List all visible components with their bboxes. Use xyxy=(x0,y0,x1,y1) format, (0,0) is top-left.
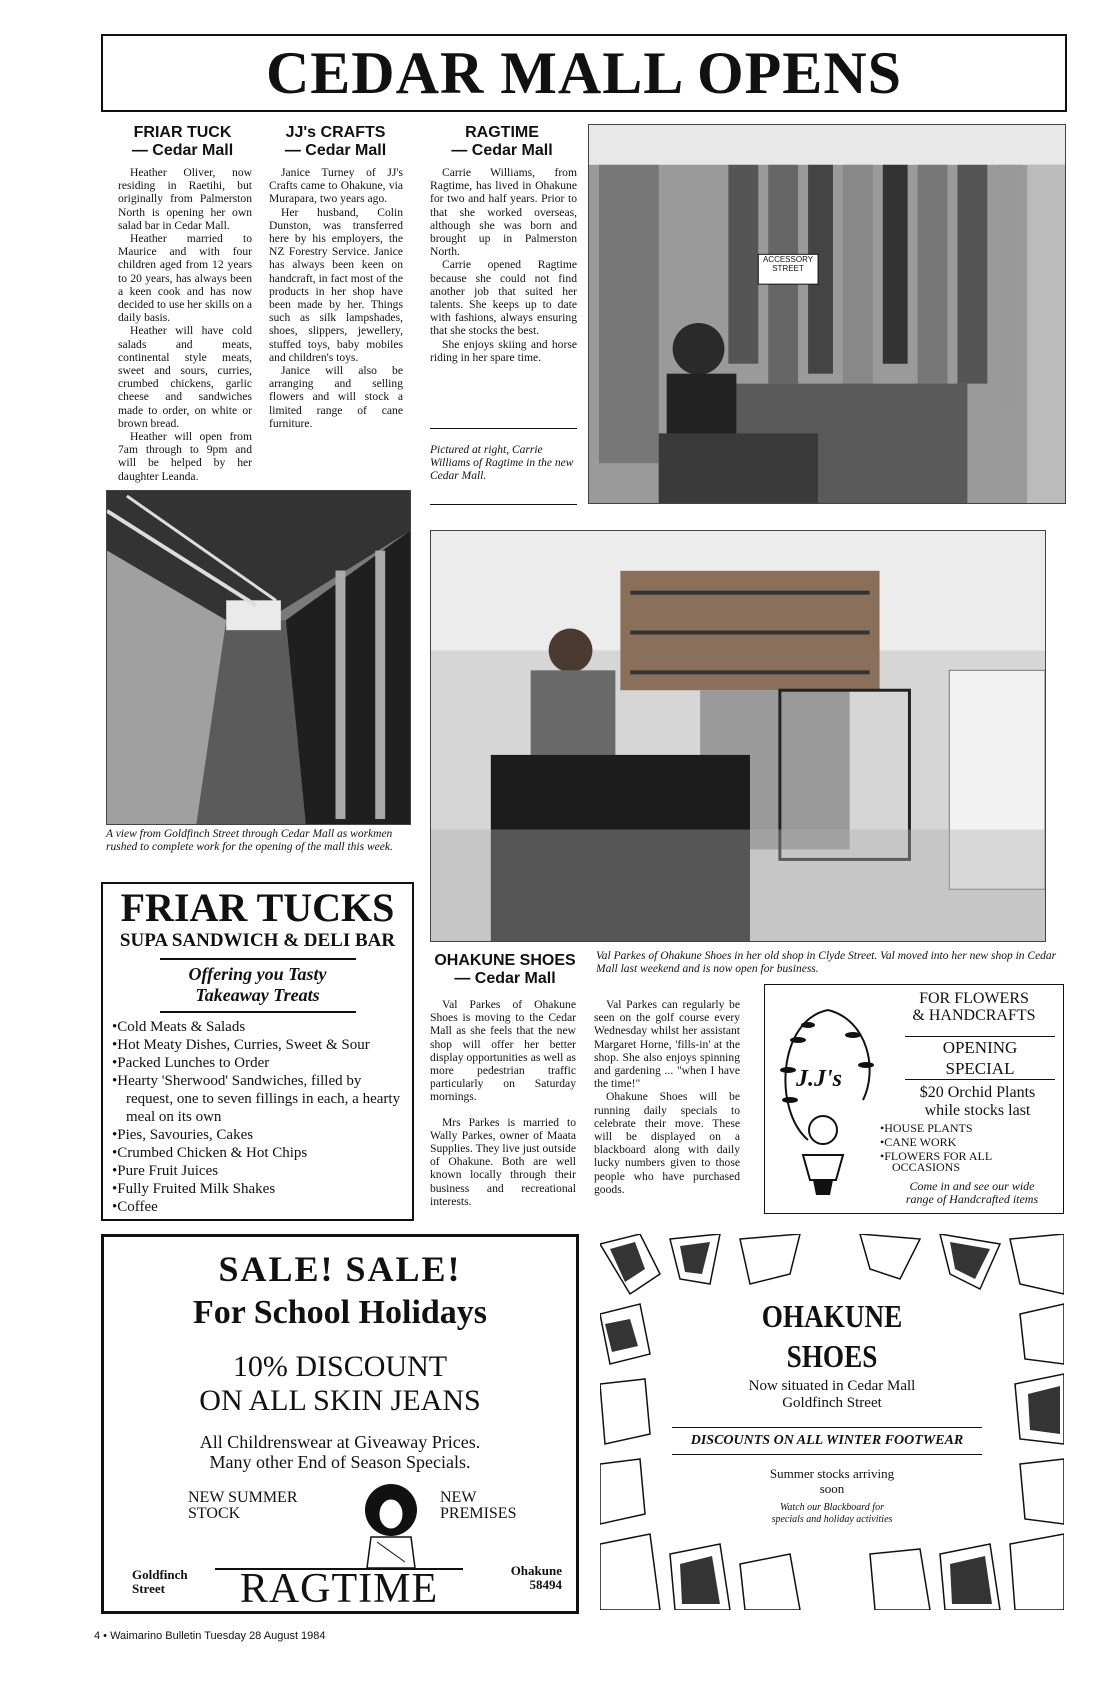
ragtime-article xyxy=(430,166,577,364)
new-premises-line-2: PREMISES xyxy=(440,1505,517,1522)
page-footer: 4 • Waimarino Bulletin Tuesday 28 August 1984 xyxy=(94,1630,326,1642)
heading-line-1: JJ's CRAFTS xyxy=(285,124,386,141)
flower-vase-illustration xyxy=(768,990,888,1205)
ragtime-heading xyxy=(427,124,577,160)
jj-ad-footer xyxy=(880,1180,1064,1206)
tagline-line-1: Offering you Tasty xyxy=(188,964,327,984)
summer-line-1: Summer stocks arriving xyxy=(769,1466,895,1481)
list-item: OCCASIONS xyxy=(892,1160,961,1174)
ohakune-shoes-heading xyxy=(430,952,580,988)
new-premises-line-1: NEW xyxy=(440,1489,477,1506)
paragraph: Ohakune Shoes will be running daily specials to celebrate their move. These will be displayed on a blackboard along with daily lucky numbers given to those people who have purchased goods. xyxy=(594,1090,740,1196)
discount-line-1: 10% DISCOUNT xyxy=(232,1350,448,1383)
line-1: All Childrenswear at Giveaway Prices. xyxy=(199,1432,481,1452)
jjs-crafts-article xyxy=(269,166,403,430)
title-line-2: SHOES xyxy=(786,1338,878,1374)
list-item: •Packed Lunches to Order xyxy=(112,1055,270,1071)
heading-line-1: RAGTIME xyxy=(465,124,539,141)
location-line-2: Goldfinch Street xyxy=(782,1395,882,1411)
friar-ad-list xyxy=(112,1018,408,1216)
line-2: Many other End of Season Specials. xyxy=(209,1452,471,1472)
heading-line-1: FOR FLOWERS xyxy=(919,990,1029,1007)
shoes-ad-watch xyxy=(720,1502,944,1526)
watch-line-1: Watch our Blackboard for xyxy=(780,1502,884,1513)
heading-line-1: FRIAR TUCK xyxy=(133,124,232,141)
footer-line-2: range of Handcrafted items xyxy=(905,1192,1039,1206)
watch-line-2: specials and holiday activities xyxy=(771,1514,893,1525)
list-item: •HOUSE PLANTS xyxy=(880,1121,973,1135)
jj-ad-heading xyxy=(885,990,1063,1024)
shoes-ad-title xyxy=(720,1296,944,1376)
list-item: •Hearty 'Sherwood' Sandwiches, filled by request, one to seven fillings in each, a hearty meal on its own xyxy=(112,1073,401,1125)
jj-ad-list xyxy=(880,1121,1060,1174)
paragraph: Heather Oliver, now residing in Raetihi, but originally from Palmerston North is opening her own salad bar in Cedar Mall. xyxy=(118,166,252,232)
shoes-caption: Val Parkes of Ohakune Shoes in her old shop in Clyde Street. Val moved into her new shop in Cedar Mall last weekend and is now open for business. xyxy=(596,950,1057,975)
divider xyxy=(430,504,577,505)
ragtime-shop-photo xyxy=(588,124,1066,504)
list-item: •Coffee xyxy=(112,1199,158,1215)
paragraph: Heather will open from 7am through to 9pm and will be helped by her daughter Leanda. xyxy=(118,430,252,483)
opening-line-1: OPENING xyxy=(942,1038,1018,1057)
summer-line-2: soon xyxy=(819,1481,845,1496)
ragtime-ad-street xyxy=(132,1568,212,1596)
model-illustration xyxy=(357,1482,425,1568)
title-line-1: OHAKUNE xyxy=(761,1298,903,1334)
opening-line-2: SPECIAL xyxy=(945,1059,1015,1078)
friar-tuck-heading xyxy=(110,124,255,160)
tagline-line-2: Takeaway Treats xyxy=(195,985,320,1005)
paragraph: Janice will also be arranging and selling flowers and will stock a limited range of cane furniture. xyxy=(269,364,403,430)
list-item: •Pies, Savouries, Cakes xyxy=(112,1127,254,1143)
ragtime-ad-new-stock xyxy=(188,1490,328,1522)
ragtime-ad-holidays: For School Holidays xyxy=(192,1294,488,1331)
ohakune-shoes-ad xyxy=(600,1234,1064,1610)
heading-line-2: — Cedar Mall xyxy=(284,142,387,159)
shoes-ad-discount: DISCOUNTS ON ALL WINTER FOOTWEAR xyxy=(690,1433,964,1448)
location-line-1: Now situated in Cedar Mall xyxy=(748,1378,916,1394)
shoes-ad-summer xyxy=(720,1466,944,1496)
divider xyxy=(160,1011,356,1013)
jj-ad-opening-special xyxy=(905,1036,1055,1080)
heading-line-2: — Cedar Mall xyxy=(451,142,553,159)
ragtime-ad-discount xyxy=(101,1350,579,1418)
phone-line-1: Ohakune xyxy=(510,1563,562,1578)
jjs-logo: J.J's xyxy=(796,1066,843,1092)
discount-line-2: ON ALL SKIN JEANS xyxy=(199,1384,481,1417)
paragraph: Heather married to Maurice and with four children aged from 12 years to 20 years, has always been a keen cook and has now decided to use her skills on a daily basis. xyxy=(118,232,252,325)
heading-line-2: & HANDCRAFTS xyxy=(912,1007,1036,1024)
ohakune-shoes-article-col2 xyxy=(594,998,740,1196)
accessory-street-sign: ACCESSORY STREET xyxy=(762,255,814,273)
friar-tuck-article xyxy=(118,166,252,483)
shoes-ad-location xyxy=(700,1378,964,1412)
offer-line-1: $20 Orchid Plants xyxy=(919,1084,1036,1101)
phone-line-2: 58494 xyxy=(529,1577,562,1592)
divider xyxy=(430,428,577,429)
paragraph: Heather will have cold salads and meats, continental style meats, sweet and sours, curries, crumbed chickens, garlic cheese and sandwiches made to order, on white or brown bread. xyxy=(118,324,252,430)
ragtime-ad-new-premises xyxy=(440,1490,560,1522)
ragtime-caption: Pictured at right, Carrie Williams of Ragtime in the new Cedar Mall. xyxy=(430,444,574,482)
ragtime-ad-childrenswear xyxy=(101,1432,579,1472)
offer-line-2: while stocks last xyxy=(924,1102,1031,1119)
paragraph: Val Parkes of Ohakune Shoes is moving to the Cedar Mall as she feels that the new shop will offer her better display opportunities as well as more pedestrian traffic particularly on Saturday mornings. xyxy=(430,998,576,1104)
street-line-2: Street xyxy=(132,1581,165,1596)
headline: CEDAR MALL OPENS xyxy=(265,40,903,106)
paragraph: Carrie Williams, from Ragtime, has lived in Ohakune for two and half years. Prior to that she worked overseas, although she was born and brought up in Palmerston North. xyxy=(430,166,577,259)
ohakune-shoes-photo xyxy=(430,530,1046,942)
ragtime-ad-phone xyxy=(482,1564,562,1592)
friar-ad-subtitle: SUPA SANDWICH & DELI BAR xyxy=(119,930,396,951)
ragtime-ad xyxy=(101,1234,579,1614)
new-stock-line-2: STOCK xyxy=(188,1505,241,1522)
new-stock-line-1: NEW SUMMER xyxy=(188,1489,298,1506)
jjs-crafts-heading xyxy=(263,124,408,160)
list-item: •Pure Fruit Juices xyxy=(112,1163,219,1179)
paragraph: Her husband, Colin Dunston, was transferred here by his employers, the NZ Forestry Service. Janice has always been keen on handcraft, in fact most of the products in her shop have been made by her. Things such as silk lampshades, shoes, slippers, jewellery, stuffed toys, baby mobiles and children's toys. xyxy=(269,205,403,364)
list-item: •Cold Meats & Salads xyxy=(112,1019,246,1035)
divider xyxy=(160,958,356,960)
paragraph: Carrie opened Ragtime because she could not find another job that suited her talents. She keeps up to date with fashions, always ensuring that she stocks the best. xyxy=(430,258,577,338)
list-item: •Fully Fruited Milk Shakes xyxy=(112,1181,276,1197)
paragraph: Val Parkes can regularly be seen on the golf course every Wednesday whilst her assistant Margaret Horne, 'fills-in' at the shop. She also enjoys spinning and gardening ... "when I have the time!" xyxy=(594,998,740,1091)
heading-line-2: — Cedar Mall xyxy=(131,142,234,159)
heading-line-2: — Cedar Mall xyxy=(454,970,556,987)
heading-line-1: OHAKUNE SHOES xyxy=(434,952,576,969)
mall-walkway-photo xyxy=(106,490,411,825)
list-item: •CANE WORK xyxy=(880,1135,957,1149)
list-item: •Crumbed Chicken & Hot Chips xyxy=(112,1145,308,1161)
friar-ad-title: FRIAR TUCKS xyxy=(120,885,395,930)
list-item: •Hot Meaty Dishes, Curries, Sweet & Sour xyxy=(112,1037,370,1053)
paragraph: Mrs Parkes is married to Wally Parkes, owner of Maata Supplies. They live just outside of Ohakune. Both are well known locally through their business and recreational interests. xyxy=(430,1115,576,1208)
street-line-1: Goldfinch xyxy=(132,1567,188,1582)
paragraph: Janice Turney of JJ's Crafts came to Ohakune, via Murapara, two years ago. xyxy=(269,166,403,206)
jj-ad-offer xyxy=(890,1084,1065,1120)
friar-ad-tagline xyxy=(101,964,414,1006)
list-item: •FLOWERS FOR ALL xyxy=(880,1149,993,1163)
mall-caption: A view from Goldfinch Street through Cedar Mall as workmen rushed to complete work for the opening of the mall this week. xyxy=(106,828,393,853)
ragtime-ad-brand: RAGTIME xyxy=(239,1566,439,1612)
ragtime-ad-sale: SALE! SALE! xyxy=(218,1249,462,1289)
paragraph: She enjoys skiing and horse riding in her spare time. xyxy=(430,337,577,364)
footer-line-1: Come in and see our wide xyxy=(909,1179,1035,1193)
ohakune-shoes-article-col1 xyxy=(430,998,576,1208)
shoe-border-illustration xyxy=(600,1234,1064,1610)
